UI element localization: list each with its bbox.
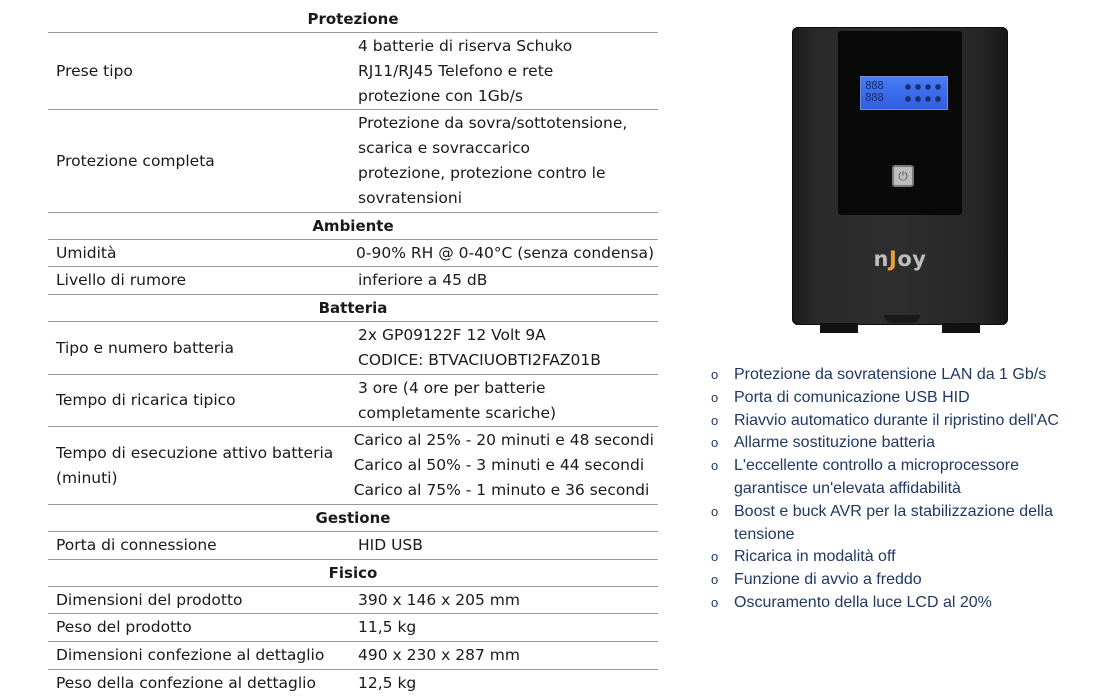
spec-value — [358, 268, 658, 293]
spec-value-line: Carico al 25% - 20 minuti e 48 secondi — [353, 431, 654, 450]
lcd-indicators — [903, 81, 943, 105]
spec-label: Porta di connessione — [56, 535, 217, 554]
spec-label: Livello di rumore — [56, 271, 187, 290]
spec-value-line: RJ11/RJ45 Telefono e rete — [358, 61, 554, 80]
spec-value — [356, 241, 658, 266]
ups-front-panel — [838, 31, 962, 215]
spec-label: Dimensioni confezione al dettaglio — [56, 646, 325, 665]
ups-body — [792, 27, 1008, 325]
section-heading: Protezione — [48, 6, 658, 33]
spec-value-line: Carico al 50% - 3 minuti e 44 secondi — [353, 456, 645, 475]
spec-value-line: Carico al 75% - 1 minuto e 36 secondi — [353, 480, 650, 499]
spec-label: Protezione completa — [56, 151, 215, 170]
spec-value-line: 490 x 230 x 287 mm — [358, 646, 520, 665]
feature-item: o Allarme sostituzione batteria — [710, 432, 1090, 455]
spec-row — [48, 322, 658, 375]
spec-value — [358, 111, 658, 210]
spec-value-line: 4 batterie di riserva Schuko — [358, 37, 573, 55]
spec-row — [48, 240, 658, 268]
spec-label: Tempo di ricarica tipico — [56, 391, 236, 410]
lcd-digits-line-1: 888 — [865, 79, 884, 92]
spec-label: Tempo di esecuzione attivo batteria (minuti) — [56, 443, 334, 487]
section-heading: Batteria — [48, 295, 658, 322]
lcd-digits-line-2: 888 — [865, 91, 884, 104]
spec-label: Umidità — [56, 243, 117, 262]
spec-row — [48, 642, 658, 670]
spec-value-line: inferiore a 45 dB — [358, 271, 488, 290]
spec-row — [48, 33, 658, 110]
feature-item: o L'eccellente controllo a microprocessore garantisce un'elevata affidabilità — [710, 455, 1090, 501]
spec-value-line: completamente scariche) — [358, 403, 557, 422]
spec-value — [358, 323, 658, 373]
feature-item: o Ricarica in modalità off — [710, 546, 1090, 569]
feature-item: o Porta di comunicazione USB HID — [710, 387, 1090, 410]
spec-value-line: 390 x 146 x 205 mm — [358, 590, 520, 609]
power-icon: ⏻ — [892, 165, 914, 187]
feature-list — [710, 364, 1090, 615]
spec-row — [48, 110, 658, 212]
spec-value-line: CODICE: BTVACIUOBTI2FAZ01B — [358, 350, 601, 369]
ups-product-image — [790, 27, 1010, 335]
spec-value — [358, 376, 658, 426]
spec-label: Dimensioni del prodotto — [56, 590, 243, 609]
spec-row — [48, 427, 658, 504]
spec-value — [354, 428, 658, 502]
spec-label: Peso del prodotto — [56, 618, 192, 637]
lcd-digits — [865, 80, 883, 104]
section-heading: Ambiente — [48, 213, 658, 240]
spec-value-line: 2x GP09122F 12 Volt 9A — [358, 326, 546, 345]
section-heading: Fisico — [48, 560, 658, 587]
spec-table — [48, 6, 658, 697]
spec-value — [358, 34, 658, 108]
spec-row — [48, 614, 658, 642]
spec-value-line: protezione, protezione contro le — [358, 163, 606, 182]
spec-row — [48, 375, 658, 428]
spec-value-line: HID USB — [358, 535, 423, 554]
spec-value-line: scarica e sovraccarico — [358, 139, 531, 158]
spec-row — [48, 267, 658, 295]
feature-item: o Riavvio automatico durante il ripristino dell'AC — [710, 410, 1090, 433]
spec-row — [48, 587, 658, 615]
brand-logo: nJoy — [873, 247, 927, 271]
spec-value — [358, 671, 658, 696]
feature-item: o Protezione da sovratensione LAN da 1 Gb/s — [710, 364, 1090, 387]
ups-foot-left — [820, 323, 858, 333]
feature-item: o Funzione di avvio a freddo — [710, 569, 1090, 592]
ups-base-slot — [884, 315, 920, 323]
spec-row — [48, 532, 658, 560]
spec-value — [358, 615, 658, 640]
spec-label: Prese tipo — [56, 61, 133, 80]
spec-value-line: 12,5 kg — [358, 673, 417, 692]
spec-label: Tipo e numero batteria — [56, 338, 234, 357]
spec-value-line: Protezione da sovra/sottotensione, — [358, 114, 628, 133]
spec-value — [358, 643, 658, 668]
lcd-display — [860, 76, 948, 110]
spec-value-line: 11,5 kg — [358, 618, 417, 637]
spec-value-line: 3 ore (4 ore per batterie — [358, 378, 546, 397]
feature-item: o Boost e buck AVR per la stabilizzazione della tensione — [710, 501, 1090, 547]
spec-value — [358, 588, 658, 613]
spec-row — [48, 670, 658, 697]
spec-value-line: 0-90% RH @ 0-40°C (senza condensa) — [356, 243, 654, 262]
feature-item: o Oscuramento della luce LCD al 20% — [710, 592, 1090, 615]
spec-value — [358, 533, 658, 558]
spec-value-line: sovratensioni — [358, 188, 463, 207]
spec-label: Peso della confezione al dettaglio — [56, 673, 316, 692]
spec-value-line: protezione con 1Gb/s — [358, 86, 523, 105]
section-heading: Gestione — [48, 505, 658, 532]
ups-foot-right — [942, 323, 980, 333]
